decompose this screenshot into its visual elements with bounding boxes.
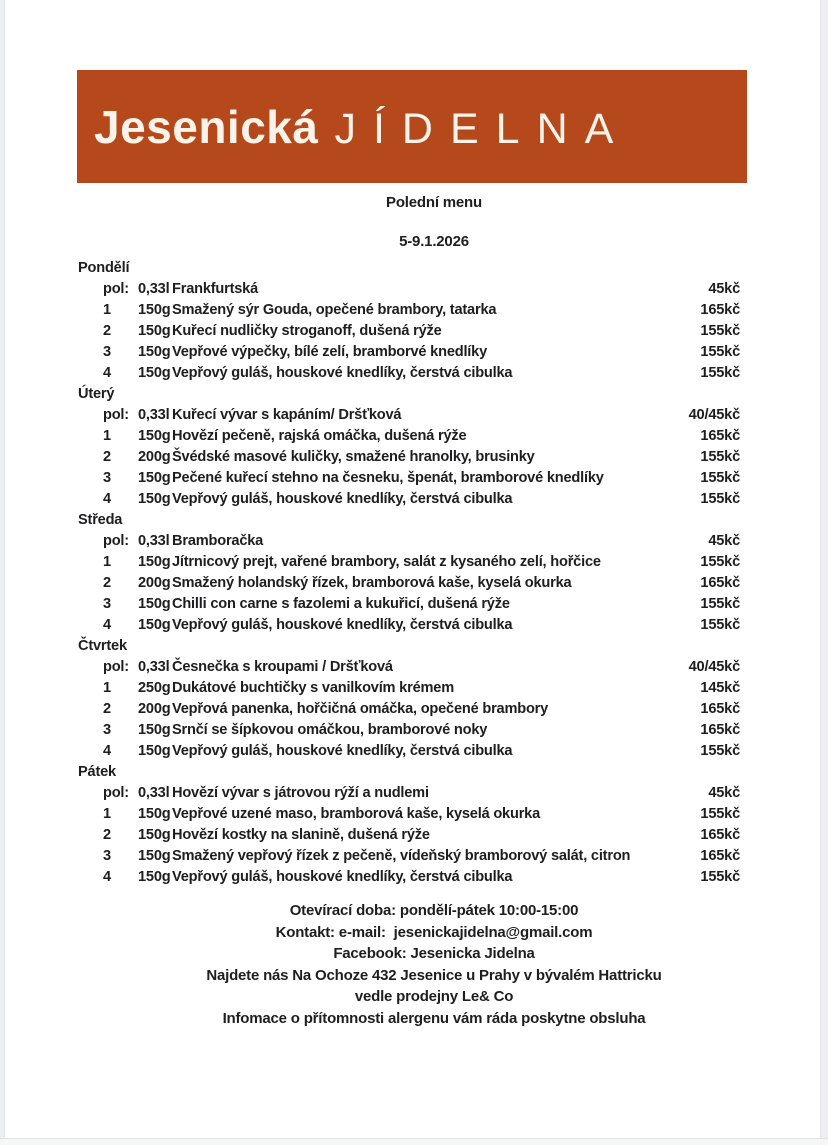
row-price: 155kč <box>700 806 740 822</box>
row-number: 3 <box>103 344 111 360</box>
row-quantity: 150g <box>138 365 171 381</box>
row-dish: Vepřové uzené maso, bramborová kaše, kyselá okurka <box>172 806 541 822</box>
row-dish: Vepřový guláš, houskové knedlíky, čerstvá cibulka <box>172 365 513 381</box>
row-dish: Hovězí kostky na slanině, dušená rýže <box>172 827 430 843</box>
row-price: 155kč <box>700 869 740 885</box>
menu-row <box>78 804 740 825</box>
menu-row <box>78 468 740 489</box>
row-number: pol: <box>103 407 129 423</box>
viewer-bottom-edge <box>0 1138 828 1145</box>
row-quantity: 150g <box>138 848 171 864</box>
row-dish: Kuřecí vývar s kapáním/ Dršťková <box>172 407 402 423</box>
row-quantity: 150g <box>138 722 171 738</box>
menu-row <box>78 846 740 867</box>
row-price: 155kč <box>700 365 740 381</box>
row-price: 165kč <box>700 701 740 717</box>
row-price: 40/45kč <box>688 659 740 675</box>
row-dish: Jítrnicový prejt, vařené brambory, salát z kysaného zelí, hořčice <box>172 554 601 570</box>
row-price: 155kč <box>700 617 740 633</box>
brand-name-light: JÍDELNA <box>334 104 631 153</box>
menu-row <box>78 741 740 762</box>
row-dish: Srnčí se šípkovou omáčkou, bramborové noky <box>172 722 488 738</box>
row-dish: Pečené kuřecí stehno na česneku, špenát, bramborové knedlíky <box>172 470 604 486</box>
row-price: 40/45kč <box>688 407 740 423</box>
row-number: 2 <box>103 827 111 843</box>
row-quantity: 150g <box>138 806 171 822</box>
menu-row <box>78 615 740 636</box>
footer-line: Otevírací doba: pondělí-pátek 10:00-15:00 <box>289 902 579 919</box>
row-number: pol: <box>103 533 129 549</box>
row-price: 155kč <box>700 743 740 759</box>
menu-row <box>78 363 740 384</box>
row-price: 165kč <box>700 575 740 591</box>
row-quantity: 150g <box>138 869 171 885</box>
row-number: 1 <box>103 554 111 570</box>
date-range: 5-9.1.2026 <box>399 233 469 250</box>
menu-row <box>78 321 740 342</box>
menu-row <box>78 825 740 846</box>
menu-row <box>78 552 740 573</box>
row-number: 1 <box>103 680 111 696</box>
row-quantity: 0,33l <box>138 281 170 297</box>
row-price: 155kč <box>700 323 740 339</box>
row-price: 155kč <box>700 470 740 486</box>
row-price: 155kč <box>700 596 740 612</box>
row-price: 165kč <box>700 428 740 444</box>
row-price: 45kč <box>708 785 740 801</box>
row-number: 1 <box>103 806 111 822</box>
row-number: 1 <box>103 302 111 318</box>
row-price: 155kč <box>700 449 740 465</box>
footer-line: vedle prodejny Le& Co <box>354 988 514 1005</box>
row-number: 2 <box>103 323 111 339</box>
row-dish: Vepřový guláš, houskové knedlíky, čerstvá cibulka <box>172 869 513 885</box>
row-number: pol: <box>103 281 129 297</box>
footer-line: Infomace o přítomnosti alergenu vám ráda poskytne obsluha <box>222 1009 646 1027</box>
row-quantity: 0,33l <box>138 407 170 423</box>
menu-row <box>78 678 740 699</box>
row-quantity: 150g <box>138 344 171 360</box>
menu-row <box>78 720 740 741</box>
menu-row <box>78 279 740 300</box>
row-quantity: 150g <box>138 302 171 318</box>
row-quantity: 0,33l <box>138 533 170 549</box>
row-dish: Vepřový guláš, houskové knedlíky, čerstvá cibulka <box>172 743 513 759</box>
row-number: 3 <box>103 596 111 612</box>
row-dish: Bramboračka <box>172 533 264 549</box>
brand-logo <box>94 100 630 154</box>
day-name: Čtvrtek <box>78 638 127 654</box>
menu-row <box>78 594 740 615</box>
row-number: 3 <box>103 848 111 864</box>
row-number: 3 <box>103 470 111 486</box>
row-quantity: 150g <box>138 491 171 507</box>
row-quantity: 150g <box>138 827 171 843</box>
row-number: 4 <box>103 617 111 633</box>
row-number: 4 <box>103 869 111 885</box>
row-dish: Vepřové výpečky, bílé zelí, bramborvé knedlíky <box>172 344 487 360</box>
day-name: Středa <box>78 512 123 528</box>
row-number: pol: <box>103 659 129 675</box>
viewer-left-edge <box>0 0 5 1145</box>
row-price: 45kč <box>708 533 740 549</box>
brand-banner <box>77 70 747 183</box>
row-number: 2 <box>103 449 111 465</box>
row-dish: Vepřový guláš, houskové knedlíky, čerstvá cibulka <box>172 491 513 507</box>
row-price: 165kč <box>700 722 740 738</box>
menu-row <box>78 447 740 468</box>
menu-row <box>78 342 740 363</box>
row-quantity: 200g <box>138 575 171 591</box>
row-price: 165kč <box>700 827 740 843</box>
day-name: Pátek <box>78 764 116 780</box>
row-quantity: 0,33l <box>138 785 170 801</box>
row-number: 3 <box>103 722 111 738</box>
day-section <box>78 384 740 510</box>
row-price: 165kč <box>700 848 740 864</box>
day-section <box>78 636 740 762</box>
row-quantity: 150g <box>138 743 171 759</box>
row-dish: Smažený holandský řízek, bramborová kaše, kyselá okurka <box>172 575 572 591</box>
menu-sections <box>78 258 740 888</box>
row-quantity: 150g <box>138 428 171 444</box>
day-name: Úterý <box>78 386 115 402</box>
menu-row <box>78 783 740 804</box>
menu-row <box>78 657 740 678</box>
footer-line: Facebook: Jesenicka Jidelna <box>333 945 535 962</box>
row-quantity: 150g <box>138 554 171 570</box>
row-number: 4 <box>103 491 111 507</box>
document-title: Polední menu <box>386 194 482 211</box>
row-number: 2 <box>103 701 111 717</box>
row-quantity: 150g <box>138 617 171 633</box>
row-dish: Chilli con carne s fazolemi a kukuřicí, dušená rýže <box>172 596 510 612</box>
row-dish: Hovězí vývar s játrovou rýží a nudlemi <box>172 785 429 801</box>
row-dish: Smažený vepřový řízek z pečeně, vídeňský bramborový salát, citron <box>172 848 631 864</box>
row-quantity: 0,33l <box>138 659 170 675</box>
row-quantity: 200g <box>138 701 171 717</box>
brand-name-bold: Jesenická <box>94 100 319 153</box>
footer-info <box>114 900 754 1029</box>
row-quantity: 200g <box>138 449 171 465</box>
menu-row <box>78 489 740 510</box>
row-price: 155kč <box>700 554 740 570</box>
menu-row <box>78 300 740 321</box>
row-number: 2 <box>103 575 111 591</box>
row-dish: Frankfurtská <box>172 281 259 297</box>
row-number: 4 <box>103 743 111 759</box>
viewer-right-edge <box>820 0 828 1145</box>
row-number: pol: <box>103 785 129 801</box>
row-dish: Smažený sýr Gouda, opečené brambory, tatarka <box>172 302 497 318</box>
row-quantity: 150g <box>138 323 171 339</box>
row-price: 45kč <box>708 281 740 297</box>
row-dish: Dukátové buchtičky s vanilkovím krémem <box>172 680 454 696</box>
row-dish: Kuřecí nudličky stroganoff, dušená rýže <box>172 323 442 339</box>
row-number: 1 <box>103 428 111 444</box>
row-number: 4 <box>103 365 111 381</box>
day-name: Pondělí <box>78 260 130 276</box>
row-price: 145kč <box>700 680 740 696</box>
row-dish: Švédské masové kuličky, smažené hranolky, brusinky <box>172 449 535 465</box>
footer-line: Najdete nás Na Ochoze 432 Jesenice u Prahy v bývalém Hattricku <box>206 966 662 984</box>
row-quantity: 150g <box>138 470 171 486</box>
row-dish: Vepřová panenka, hořčičná omáčka, opečené brambory <box>172 701 549 717</box>
row-price: 165kč <box>700 302 740 318</box>
row-dish: Hovězí pečeně, rajská omáčka, dušená rýže <box>172 428 467 444</box>
row-price: 155kč <box>700 491 740 507</box>
row-price: 155kč <box>700 344 740 360</box>
menu-row <box>78 405 740 426</box>
row-dish: Vepřový guláš, houskové knedlíky, čerstvá cibulka <box>172 617 513 633</box>
menu-row <box>78 867 740 888</box>
menu-row <box>78 426 740 447</box>
row-quantity: 150g <box>138 596 171 612</box>
day-section <box>78 762 740 888</box>
menu-row <box>78 699 740 720</box>
row-quantity: 250g <box>138 680 171 696</box>
menu-row <box>78 573 740 594</box>
day-section <box>78 510 740 636</box>
footer-line: Kontakt: e-mail: jesenickajidelna@gmail.com <box>275 923 593 941</box>
menu-row <box>78 531 740 552</box>
day-section <box>78 258 740 384</box>
row-dish: Česnečka s kroupami / Dršťková <box>172 659 393 675</box>
